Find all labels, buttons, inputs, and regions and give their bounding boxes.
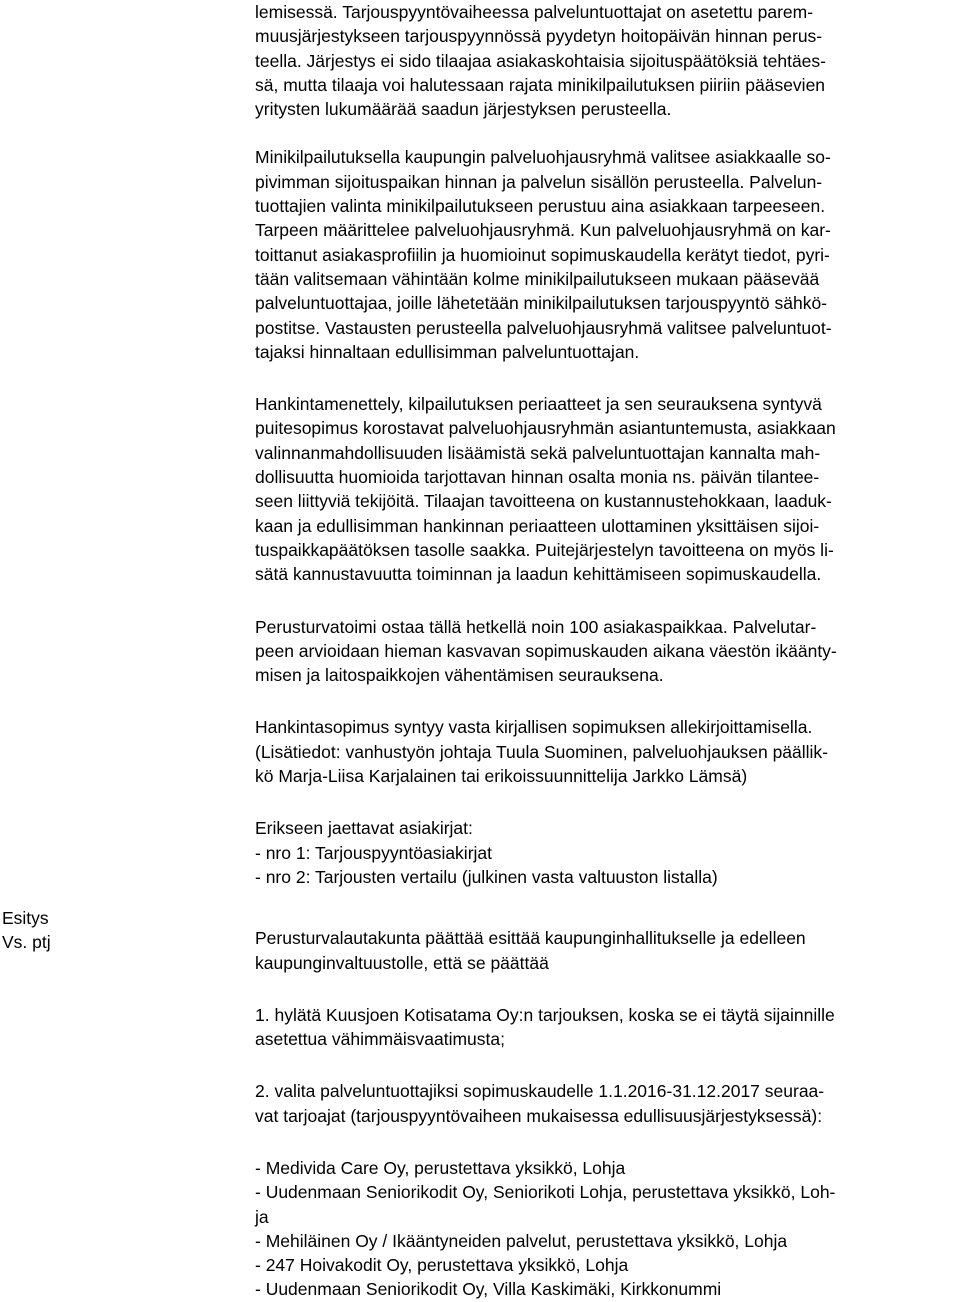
paragraph-mini-competition [255,145,960,364]
text-line: 2. valita palveluntuottajiksi sopimuskaudelle 1.1.2016-31.12.2017 seuraa- [255,1081,825,1102]
text-line: sä, mutta tilaaja voi halutessaan rajata minikilpailutuksen piiriin pääsevien [255,74,826,95]
side-label-esitys: Esitys [2,908,49,928]
text-line: puitesopimus korostavat palveluohjausryhmän asiantuntemusta, asiakkaan [255,418,836,439]
text-line: lemisessä. Tarjouspyyntövaiheessa palveluntuottajat on asetettu parem- [255,2,814,22]
text-line: palveluntuottajaa, joille lähetetään minikilpailutuksen tarjouspyyntö sähkö- [255,293,828,314]
text-line: Erikseen jaettavat asiakirjat: [255,818,473,839]
list-item: ja [255,1206,269,1227]
text-line: Hankintasopimus syntyy vasta kirjallisen sopimuksen allekirjoittamisella. [255,717,813,738]
side-label-vs-ptj: Vs. ptj [2,932,51,952]
paragraph-proposal [255,926,960,975]
paragraph-ranking [255,0,960,121]
text-line: muusjärjestykseen tarjouspyynnössä pyydetyn hoitopäivän hinnan perus- [255,26,823,47]
list-item: - Uudenmaan Seniorikodit Oy, Seniorikoti Lohja, perustettava yksikkö, Loh- [255,1182,836,1203]
paragraph-contract-info [255,715,960,788]
text-line: postitse. Vastausten perusteella palveluohjausryhmä valitsee palveluntuot- [255,317,832,338]
text-line: tuottajien valinta minikilpailutukseen perustuu aina asiakkaan tarpeeseen. [255,196,826,217]
text-line: - nro 1: Tarjouspyyntöasiakirjat [255,842,493,863]
text-line: 1. hylätä Kuusjoen Kotisatama Oy:n tarjouksen, koska se ei täytä sijainnille [255,1004,835,1025]
text-line: dollisuutta huomioida tarjottavan hinnan osalta monia ns. päivän tilantee- [255,467,820,488]
text-line: toittanut asiakasprofiilin ja huomioinut sopimuskaudella kerätyt tiedot, pyri- [255,244,830,265]
text-line: (Lisätiedot: vanhustyön johtaja Tuula Suominen, palveluohjauksen päällik- [255,741,829,762]
text-line: sätä kannustavuutta toiminnan ja laadun kehittämiseen sopimuskaudella. [255,564,822,585]
list-item: - Uudenmaan Seniorikodit Oy, Villa Kaskimäki, Kirkkonummi [255,1279,722,1300]
text-line: kaan ja edullisimman hankinnan periaatteen ulottaminen yksittäisen sijoi- [255,515,820,536]
text-line: vat tarjoajat (tarjouspyyntövaiheen mukaisessa edullisuusjärjestyksessä): [255,1105,823,1126]
text-line: - nro 2: Tarjousten vertailu (julkinen vasta valtuuston listalla) [255,866,718,887]
paragraph-attachments [255,816,960,889]
text-line: Tarpeen määrittelee palveluohjausryhmä. Kun palveluohjausryhmä on kar- [255,220,831,241]
text-line: tään valitsemaan vähintään kolme minikilpailutukseen mukaan pääsevää [255,268,820,289]
text-line: misen ja laitospaikkojen vähentämisen seurauksena. [255,665,664,686]
text-line: teella. Järjestys ei sido tilaajaa asiakaskohtaisia sijoituspäätöksiä tehtäes- [255,50,826,71]
list-item: - 247 Hoivakodit Oy, perustettava yksikkö, Lohja [255,1255,629,1276]
text-line: Perusturvalautakunta päättää esittää kaupunginhallitukselle ja edelleen [255,928,806,949]
text-line: yritysten lukumäärää saadun järjestyksen perusteella. [255,99,672,120]
provider-list [255,1156,960,1302]
text-line: seen liittyviä tekijöitä. Tilaajan tavoitteena on kustannustehokkaan, laaduk- [255,491,832,512]
paragraph-decision-1 [255,1003,960,1052]
text-line: asetettua vähimmäisvaatimusta; [255,1029,505,1050]
document-body [255,0,960,1302]
text-line: kaupunginvaltuustolle, että se päättää [255,952,549,973]
text-line: kö Marja-Liisa Karjalainen tai erikoissuunnittelija Jarkko Lämsä) [255,766,748,787]
paragraph-client-places [255,615,960,688]
text-line: Hankintamenettely, kilpailutuksen periaatteet ja sen seurauksena syntyvä [255,394,822,415]
text-line: tuspaikkapäätöksen tasolle saakka. Puitejärjestelyn tavoitteena on myös li- [255,539,834,560]
text-line: valinnanmahdollisuuden lisäämistä sekä palveluntuottajan kannalta mah- [255,442,821,463]
text-line: Perusturvatoimi ostaa tällä hetkellä noin 100 asiakaspaikkaa. Palvelutar- [255,616,817,637]
paragraph-procurement [255,392,960,586]
list-item: - Medivida Care Oy, perustettava yksikkö, Lohja [255,1157,626,1178]
text-line: Minikilpailutuksella kaupungin palveluohjausryhmä valitsee asiakkaalle so- [255,147,831,168]
text-line: tajaksi hinnaltaan edullisimman palveluntuottajan. [255,341,640,362]
list-item: - Mehiläinen Oy / Ikääntyneiden palvelut, perustettava yksikkö, Lohja [255,1230,788,1251]
side-labels [2,906,51,954]
text-line: pivimman sijoituspaikan hinnan ja palvelun sisällön perusteella. Palvelun- [255,171,823,192]
paragraph-decision-2 [255,1079,960,1128]
text-line: peen arvioidaan hieman kasvavan sopimuskauden aikana väestön ikäänty- [255,640,837,661]
